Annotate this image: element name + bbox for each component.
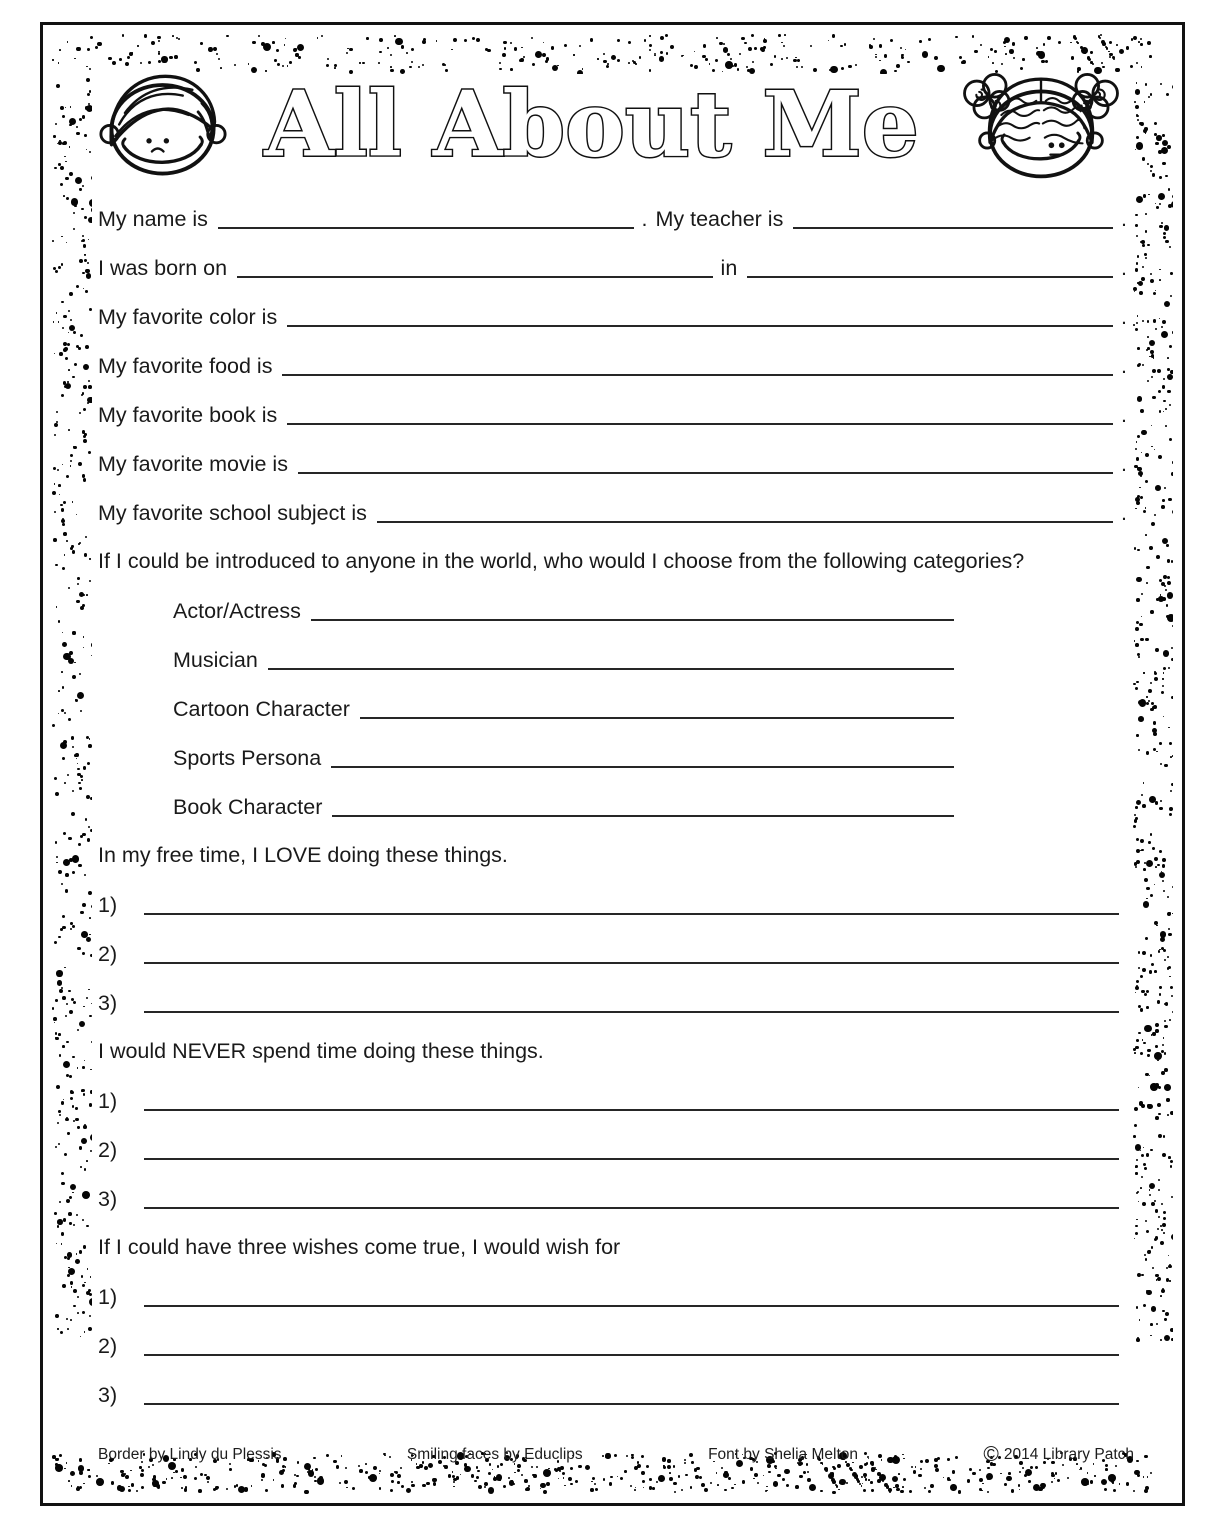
categories-prompt	[98, 534, 1127, 583]
write-in-blank-love-3	[144, 1011, 1119, 1013]
footer-credits	[98, 1444, 1134, 1465]
write-in-blank-sports	[331, 766, 954, 768]
field-row-favorite-subject	[98, 485, 1127, 534]
wishes-prompt	[98, 1220, 1127, 1269]
free-time-item-2	[98, 926, 1127, 975]
list-number: 1)	[98, 1285, 118, 1310]
write-in-blank-favorite-food	[282, 374, 1113, 376]
field-label-name: My name is	[98, 207, 208, 232]
girl-face-icon	[955, 65, 1127, 183]
font-credit: Font by Shelia Melton	[708, 1445, 858, 1463]
field-label-born: I was born on	[98, 256, 228, 281]
list-number: 2)	[98, 942, 118, 967]
border-credit: Border by Lindy du Plessis	[98, 1445, 282, 1463]
category-label-musician: Musician	[173, 648, 258, 673]
list-number: 3)	[98, 1187, 118, 1212]
punctuation: .	[641, 207, 648, 232]
field-row-favorite-food	[98, 338, 1127, 387]
write-in-blank-book-character	[332, 815, 954, 817]
wish-item-1	[98, 1269, 1127, 1318]
write-in-blank-wish-2	[144, 1354, 1119, 1356]
categories-prompt-text: If I could be introduced to anyone in the world, who would I choose from the following categories?	[98, 549, 1025, 573]
punctuation: .	[1121, 305, 1127, 330]
list-number: 2)	[98, 1334, 118, 1359]
free-time-prompt-text: In my free time, I LOVE doing these things.	[98, 843, 508, 867]
write-in-blank-actor	[311, 619, 954, 621]
write-in-blank-favorite-subject	[377, 521, 1113, 523]
speckle-border-right	[1133, 77, 1173, 1449]
write-in-blank-love-2	[144, 962, 1119, 964]
title-container	[228, 68, 955, 180]
write-in-blank-never-1	[144, 1109, 1119, 1111]
category-row-sports	[173, 730, 962, 779]
list-number: 2)	[98, 1138, 118, 1163]
field-row-favorite-color	[98, 289, 1127, 338]
field-label-favorite-subject: My favorite school subject is	[98, 501, 367, 526]
write-in-blank-never-3	[144, 1207, 1119, 1209]
field-label-born-in: in	[720, 256, 738, 281]
write-in-blank-favorite-book	[287, 423, 1113, 425]
category-row-actor	[173, 583, 962, 632]
punctuation: .	[1121, 207, 1127, 232]
category-label-cartoon: Cartoon Character	[173, 697, 350, 722]
copyright-line	[983, 1444, 1134, 1465]
field-label-favorite-color: My favorite color is	[98, 305, 278, 330]
never-item-2	[98, 1122, 1127, 1171]
field-row-favorite-book	[98, 387, 1127, 436]
field-row-favorite-movie	[98, 436, 1127, 485]
wish-item-2	[98, 1318, 1127, 1367]
field-label-favorite-food: My favorite food is	[98, 354, 273, 379]
field-label-favorite-movie: My favorite movie is	[98, 452, 288, 477]
free-time-item-3	[98, 975, 1127, 1024]
page-title: All About Me	[264, 72, 919, 178]
write-in-blank-favorite-movie	[298, 472, 1113, 474]
write-in-blank-name	[218, 227, 634, 229]
write-in-blank-never-2	[144, 1158, 1119, 1160]
write-in-blank-wish-3	[144, 1403, 1119, 1405]
field-row-name-teacher	[98, 191, 1127, 240]
page-border-frame	[40, 22, 1185, 1506]
free-time-item-1	[98, 877, 1127, 926]
speckle-border-left	[52, 77, 92, 1449]
free-time-prompt	[98, 828, 1127, 877]
write-in-blank-musician	[268, 668, 954, 670]
field-label-teacher: My teacher is	[655, 207, 784, 232]
boy-face-icon	[98, 68, 228, 180]
category-label-sports: Sports Persona	[173, 746, 322, 771]
field-label-favorite-book: My favorite book is	[98, 403, 278, 428]
punctuation: .	[1121, 256, 1127, 281]
list-number: 3)	[98, 991, 118, 1016]
write-in-blank-teacher	[793, 227, 1113, 229]
category-label-actor: Actor/Actress	[173, 599, 301, 624]
copyright-text: 2014 Library Patch	[1003, 1445, 1134, 1463]
never-prompt-text: I would NEVER spend time doing these things.	[98, 1039, 544, 1063]
category-row-cartoon	[173, 681, 962, 730]
list-number: 1)	[98, 893, 118, 918]
punctuation: .	[1121, 501, 1127, 526]
write-in-blank-love-1	[144, 913, 1119, 915]
category-row-book-character	[173, 779, 962, 828]
never-item-3	[98, 1171, 1127, 1220]
never-prompt	[98, 1024, 1127, 1073]
worksheet-content	[98, 65, 1127, 1466]
list-number: 3)	[98, 1383, 118, 1408]
category-label-book-character: Book Character	[173, 795, 323, 820]
faces-credit: Smiling faces by Educlips	[406, 1445, 583, 1463]
punctuation: .	[1121, 452, 1127, 477]
write-in-blank-favorite-color	[287, 325, 1113, 327]
write-in-blank-birthdate	[237, 276, 712, 278]
punctuation: .	[1121, 354, 1127, 379]
category-row-musician	[173, 632, 962, 681]
wishes-prompt-text: If I could have three wishes come true, I would wish for	[98, 1235, 621, 1259]
write-in-blank-wish-1	[144, 1305, 1119, 1307]
never-item-1	[98, 1073, 1127, 1122]
worksheet-header	[98, 65, 1127, 183]
write-in-blank-cartoon	[360, 717, 954, 719]
field-row-born	[98, 240, 1127, 289]
list-number: 1)	[98, 1089, 118, 1114]
write-in-blank-birthplace	[747, 276, 1113, 278]
copyright-icon: ©	[983, 1443, 999, 1466]
punctuation: .	[1121, 403, 1127, 428]
wish-item-3	[98, 1367, 1127, 1416]
